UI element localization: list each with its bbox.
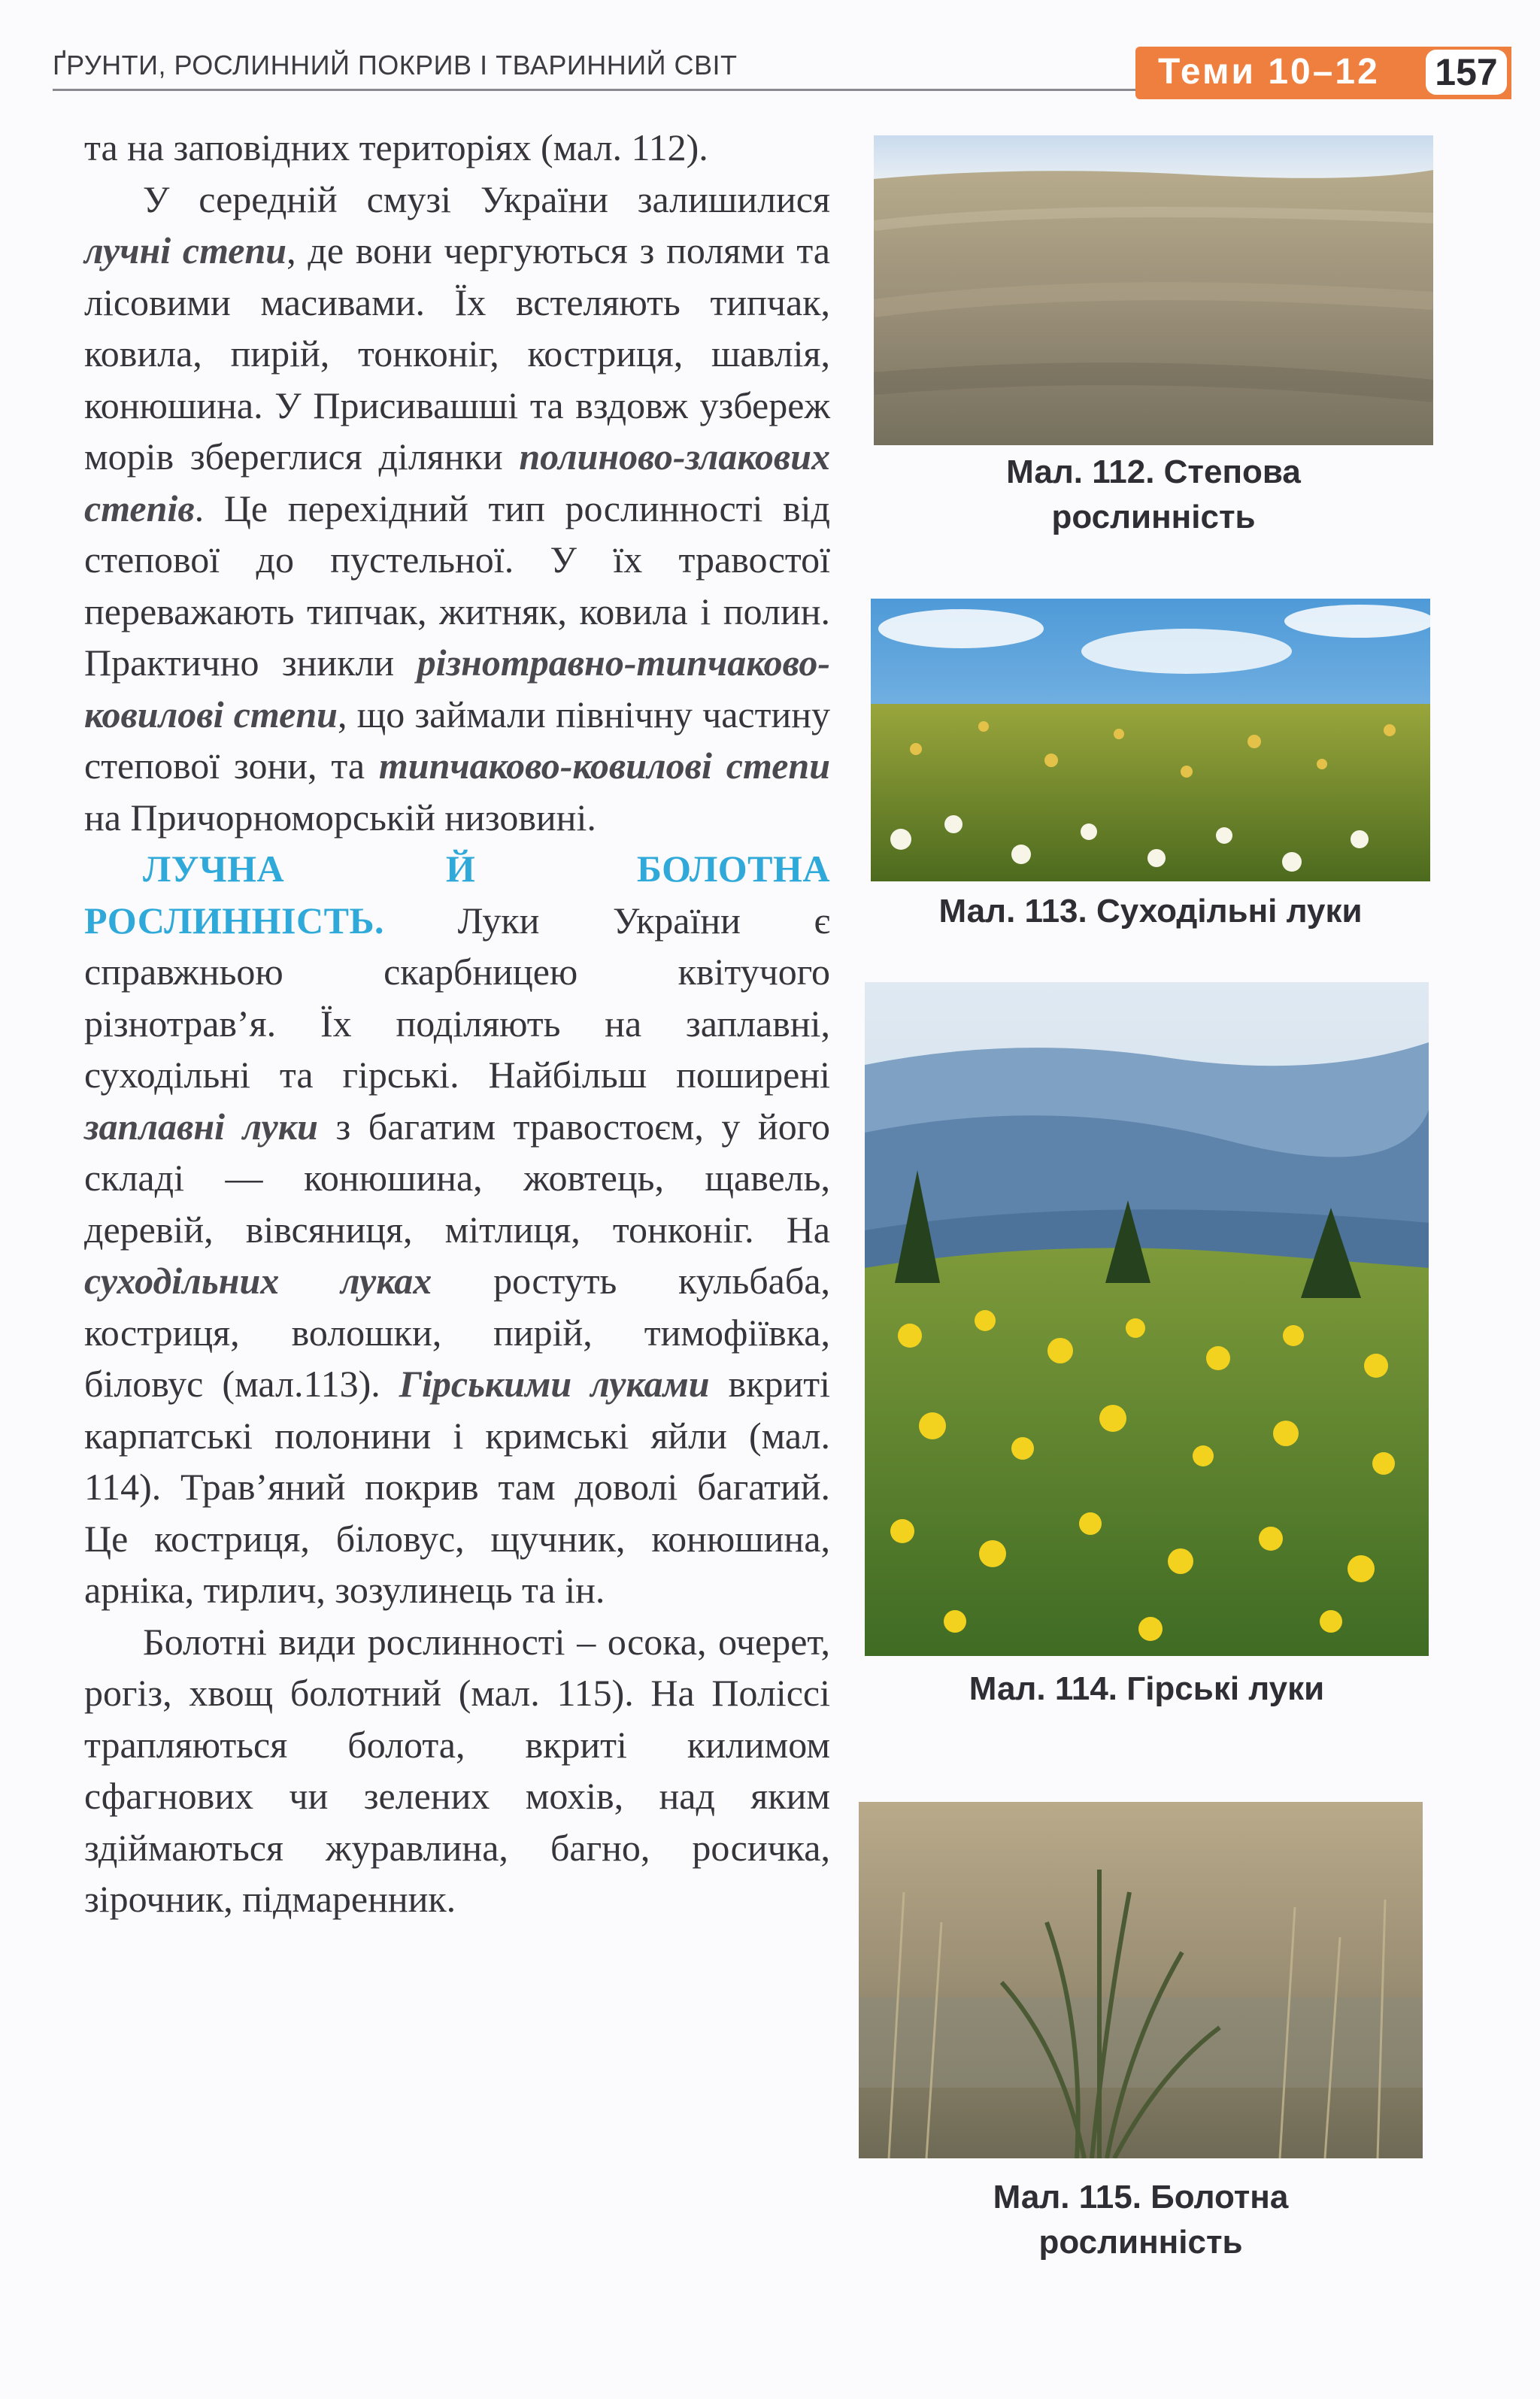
figure-112-caption-line1: Мал. 112. Степова (1006, 453, 1301, 490)
term-dry-meadows: суходільних луках (84, 1260, 432, 1302)
paragraph-2 (84, 174, 830, 844)
page-number: 157 (1426, 50, 1507, 95)
main-text-column (84, 122, 830, 1925)
topics-label: Теми 10–12 (1158, 52, 1380, 92)
term-fescue-feathergrass-steppes: типчаково-ковилові степи (378, 745, 831, 787)
text-run: Луки України є справжньою скарбницею квітучого різнотрав’я. Їх поділяють на заплавні, суходільні та гірські. Найбільш поширені (84, 899, 830, 1096)
term-wormwood-steppes: полиново-злакових степів (84, 435, 830, 529)
page-header (0, 0, 1540, 105)
text-run: на Причорноморській низовині. (84, 796, 596, 839)
header-divider (53, 89, 1135, 91)
section-title: ҐРУНТИ, РОСЛИННИЙ ПОКРИВ І ТВАРИННИЙ СВІТ (53, 50, 738, 80)
text-run: з багатим травостоєм, у його складі — конюшина, жовтець, щавель, деревій, вівсяниця, мітлиця, тонконіг. На (84, 1105, 830, 1251)
figure-113-caption: Мал. 113. Суходільні луки (938, 893, 1363, 930)
figure-114-caption: Мал. 114. Гірські луки (969, 1670, 1325, 1707)
topics-badge (1135, 47, 1511, 99)
mountain-meadow-photo (865, 982, 1429, 1656)
figure-115-caption-line1: Мал. 115. Болотна (993, 2179, 1289, 2216)
term-floodplain-meadows: заплавні луки (84, 1105, 318, 1148)
paragraph-3 (84, 843, 830, 1616)
text-run: . Це перехідний тип рослинності від степової до пустельної. У їх травостої переважають типчак, житняк, ковила і полин. Практично зникли (84, 487, 830, 684)
steppe-photo (874, 135, 1433, 445)
term-meadow-steppes: лучні степи (84, 229, 287, 271)
text-run: , що займали північну частину степової зони, та (84, 693, 830, 787)
text-run: вкриті карпатські полонини і кримські яйли (мал. 114). Трав’яний покрив там доволі багатий. Це костриця, біловус, щучник, конюшина, арніка, тирлич, зозулинець та ін. (84, 1363, 830, 1611)
text-run: У середній смузі України залишилися (143, 177, 830, 220)
text-run: , де вони чергуються з полями та лісовими масивами. Їх встеляють типчак, ковила, пирій, тонконіг, костриця, шавлія, конюшина. У Присивашші та вздовж узбереж морів збереглися ділянки (84, 229, 830, 478)
figure-115-caption-line2: рослинність (1038, 2224, 1243, 2261)
dry-meadow-photo (871, 599, 1430, 881)
text-run: ростуть кульбаба, костриця, волошки, пирій, тимофіївка, біловус (мал.113). (84, 1260, 831, 1405)
figure-112-caption-line2: рослинність (1051, 499, 1256, 535)
paragraph-1: та на заповідних територіях (мал. 112). (84, 126, 708, 168)
swamp-photo (859, 1802, 1423, 2158)
term-mixed-grass-steppes: різнотравно-типчаково-ковилові степи (84, 641, 830, 735)
paragraph-4: Болотні види рослинності – осока, очерет, рогіз, хвощ болотний (мал. 115). На Поліссі трапляються болота, вкриті килимом сфагнових чи зелених мохів, над яким здіймаються журавлина, багно, росичка, зірочник, підмаренник. (84, 1620, 830, 1920)
section-heading: ЛУЧНА Й БОЛОТНА РОСЛИННІСТЬ. (84, 848, 830, 942)
term-mountain-meadows: Гірськими луками (399, 1363, 710, 1405)
